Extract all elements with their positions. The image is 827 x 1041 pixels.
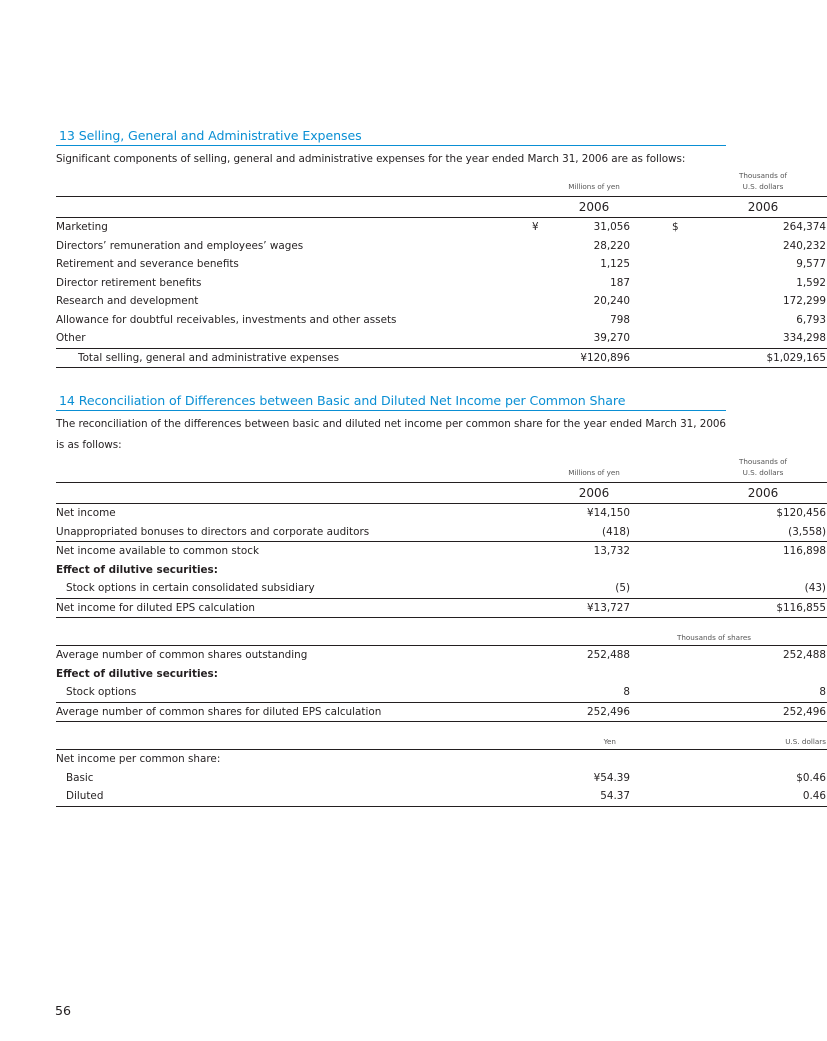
year-header-row xyxy=(56,483,827,504)
shares-unit-row: Thousands of shares xyxy=(56,618,827,646)
table-row: Stock options 8 8 xyxy=(56,683,827,702)
unit-header-row xyxy=(56,456,827,483)
table-row: Net income for diluted EPS calculation ¥13,727 $116,855 xyxy=(56,598,827,618)
section-13-title: 13 Selling, General and Administrative Expenses xyxy=(56,128,726,146)
unit-usd: Thousands of U.S. dollars xyxy=(738,457,788,477)
table-row: Average number of common shares outstanding 252,488 252,488 xyxy=(56,649,826,662)
year-header-row xyxy=(56,197,827,218)
table-row: Average number of common shares for diluted EPS calculation 252,496 252,496 xyxy=(56,702,827,722)
table-row: Directors’ remuneration and employees’ wages 28,220 240,232 xyxy=(56,239,826,252)
table-row: Retirement and severance benefits 1,125 9,577 xyxy=(56,258,826,271)
year-usd: 2006 xyxy=(630,483,827,504)
table-row: Effect of dilutive securities: xyxy=(56,667,218,680)
section-14 xyxy=(56,393,826,807)
section-13-intro: Significant components of selling, general and administrative expenses for the year ended March 31, 2006 are as follows: xyxy=(56,153,686,165)
year-yen: 2006 xyxy=(528,197,630,218)
unit-header-row xyxy=(56,170,827,197)
per-share-unit-row: Yen U.S. dollars xyxy=(56,722,827,750)
table-row: Stock options in certain consolidated subsidiary (5) (43) xyxy=(56,579,827,598)
table-row: Net income ¥14,150 $120,456 xyxy=(56,507,826,520)
table-row: Unappropriated bonuses to directors and corporate auditors (418) (3,558) xyxy=(56,523,827,542)
year-yen: 2006 xyxy=(528,483,630,504)
eps-table xyxy=(56,456,827,807)
table-row: Allowance for doubtful receivables, investments and other assets 798 6,793 xyxy=(56,313,826,326)
page-number: 56 xyxy=(55,1003,72,1018)
section-14-intro: The reconciliation of the differences between basic and diluted net income per common share for the year ended March 31, 2006 is as follows: xyxy=(56,418,726,451)
section-14-title: 14 Reconciliation of Differences between Basic and Diluted Net Income per Common Share xyxy=(56,393,726,411)
table-row: Basic ¥54.39 $0.46 xyxy=(66,771,826,784)
table-row: Director retirement benefits 187 1,592 xyxy=(56,276,826,289)
table-row: Net income available to common stock 13,732 116,898 xyxy=(56,545,826,558)
table-row: Effect of dilutive securities: xyxy=(56,563,218,576)
table-row: Net income per common share: xyxy=(56,753,221,766)
unit-yen: Millions of yen xyxy=(568,468,620,477)
table-row: Diluted 54.37 0.46 xyxy=(56,787,827,806)
unit-yen: Millions of yen xyxy=(568,182,620,191)
section-13 xyxy=(56,128,826,368)
table-row: Research and development 20,240 172,299 xyxy=(56,295,826,308)
total-row: Total selling, general and administrative expenses ¥120,896 $1,029,165 xyxy=(56,348,827,368)
sga-table xyxy=(56,170,827,368)
unit-usd: Thousands of U.S. dollars xyxy=(738,171,788,191)
year-usd: 2006 xyxy=(630,197,827,218)
table-row: Other 39,270 334,298 xyxy=(56,332,826,345)
table-row: Marketing ¥ 31,056 $ 264,374 xyxy=(56,221,826,234)
